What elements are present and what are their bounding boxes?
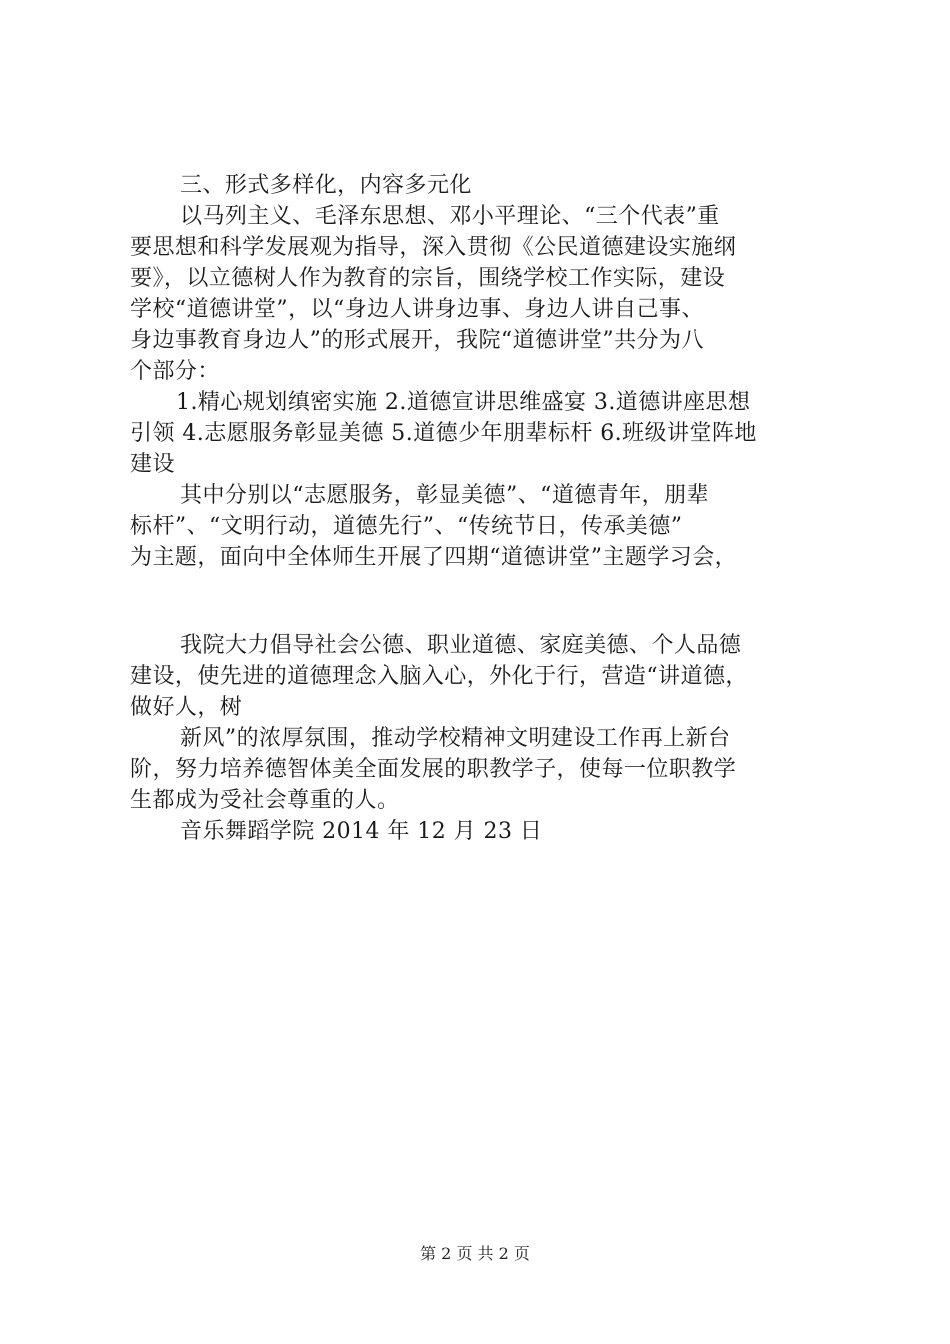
- blank-gap: [130, 573, 830, 630]
- paragraph-line: 阶，努力培养德智体美全面发展的职教学子，使每一位职教学: [130, 757, 737, 782]
- list-line: 引领 4.志愿服务彰显美德 5.道德少年朋辈标杆 6.班级讲堂阵地: [130, 421, 757, 446]
- parts-list: [130, 387, 830, 480]
- paragraph-line: 标杆”、“文明行动，道德先行”、“传统节日，传承美德”: [130, 514, 683, 539]
- paragraph-line: 生都成为受社会尊重的人。: [130, 788, 400, 813]
- paragraph-line: 新风”的浓厚氛围，推动学校精神文明建设工作再上新台: [180, 726, 731, 751]
- paragraph-line: 要思想和科学发展观为指导，深入贯彻《公民道德建设实施纲: [130, 235, 737, 260]
- paragraph-2: [130, 480, 830, 573]
- paragraph-1: [130, 201, 830, 387]
- section-heading: 三、形式多样化，内容多元化: [180, 173, 472, 198]
- paragraph-4: [130, 723, 830, 816]
- list-line: 1.精心规划缜密实施 2.道德宣讲思维盛宴 3.道德讲座思想: [176, 390, 751, 415]
- paragraph-line: 要》，以立德树人作为教育的宗旨，围绕学校工作实际，建设: [130, 266, 726, 291]
- paragraph-line: 以马列主义、毛泽东思想、邓小平理论、“三个代表”重: [180, 204, 720, 229]
- paragraph-line: 我院大力倡导社会公德、职业道德、家庭美德、个人品德: [180, 633, 742, 658]
- list-line: 建设: [130, 452, 175, 477]
- paragraph-3: [130, 630, 830, 723]
- paragraph-line: 建设，使先进的道德理念入脑入心，外化于行，营造“讲道德，: [130, 664, 748, 689]
- paragraph-line: 个部分：: [130, 359, 220, 384]
- paragraph-line: 为主题，面向中全体师生开展了四期“道德讲堂”主题学习会，: [130, 545, 738, 570]
- paragraph-line: 学校“道德讲堂”，以“身边人讲身边事、身边人讲自己事、: [130, 297, 704, 322]
- paragraph-line: 身边事教育身边人”的形式展开，我院“道德讲堂”共分为八: [130, 328, 704, 353]
- signature-date: 音乐舞蹈学院 2014 年 12 月 23 日: [180, 819, 543, 844]
- document-body: [130, 170, 830, 847]
- paragraph-line: 其中分别以“志愿服务，彰显美德”、“道德青年，朋辈: [180, 483, 709, 508]
- paragraph-line: 做好人，树: [130, 695, 243, 720]
- page-number-footer: 第 2 页 共 2 页: [420, 1244, 530, 1263]
